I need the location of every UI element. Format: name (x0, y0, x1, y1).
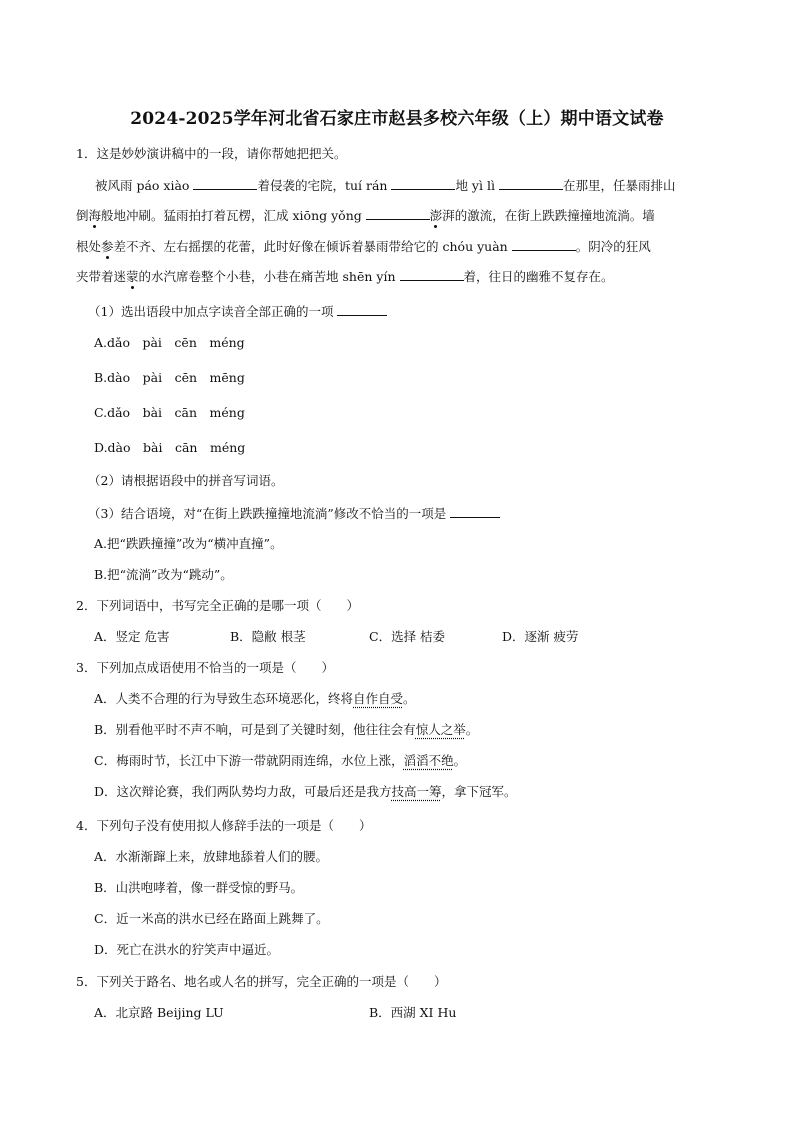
q2-option-a[interactable]: A．竖定 危害 (94, 629, 170, 644)
answer-blank[interactable] (391, 175, 455, 190)
passage-text: 差不齐、左右摇摆的花蕾，此时好像在倾诉着暴雨带给它的 chóu yuàn (113, 239, 508, 254)
q1-sub3-option-a[interactable]: A.把“跌跌撞撞”改为“横冲直撞”。 (94, 536, 283, 551)
q1-sub1 (88, 301, 387, 321)
exam-title: 2024-2025学年河北省石家庄市赵县多校六年级（上）期中语文试卷 (130, 109, 664, 129)
answer-blank[interactable] (450, 503, 500, 518)
option-text: 。 (453, 753, 467, 768)
answer-blank[interactable] (337, 301, 387, 316)
q2-option-c[interactable]: C．选择 桔委 (369, 629, 446, 644)
passage-text: 在那里，任暴雨排山 (562, 178, 676, 193)
q4-stem: 4．下列句子没有使用拟人修辞手法的一项是（ ） (76, 818, 372, 833)
sub3-text: （3）结合语境，对“在街上跌跌撞撞地流淌”修改不恰当的一项是 (88, 506, 447, 521)
q4-option-d[interactable]: D．死亡在洪水的狞笑声中逼近。 (94, 942, 280, 957)
passage-text: 着，往日的幽雅不复存在。 (463, 269, 614, 284)
q2-option-b[interactable]: B．隐敝 根茎 (230, 629, 306, 644)
q1-sub1-option-c[interactable]: C.dǎo bài cān méng (94, 405, 245, 420)
q1-sub2: （2）请根据语段中的拼音写词语。 (88, 473, 284, 488)
q1-passage-line-2 (76, 205, 655, 225)
passage-text: 般地冲刷。猛雨拍打着瓦楞，汇成 xiōng yǒng (101, 208, 362, 223)
q5-stem: 5．下列关于路名、地名或人名的拼写，完全正确的一项是（ ） (76, 974, 447, 989)
q3-option-d[interactable] (94, 783, 517, 801)
passage-text: 湃的激流，在街上跌跌撞撞地流淌。墙 (442, 208, 655, 223)
q3-option-b[interactable] (94, 721, 478, 739)
dotted-idiom: 自作自受 (353, 691, 404, 706)
q4-option-c[interactable]: C．近一米高的洪水已经在路面上跳舞了。 (94, 911, 329, 926)
q1-sub3-option-b[interactable]: B.把“流淌”改为“跳动”。 (94, 567, 233, 582)
q4-option-a[interactable]: A．水渐渐蹿上来，放肆地舔着人们的腰。 (94, 849, 329, 864)
q1-passage-line-3 (76, 236, 651, 256)
passage-text: 被风雨 páo xiào (95, 178, 190, 193)
passage-text: 着侵袭的宅院，tuí rán (257, 178, 388, 193)
dotted-char: 澎 (429, 208, 443, 223)
q5-option-a[interactable]: A．北京路 Beijing LU (94, 1005, 224, 1020)
q3-stem: 3．下列加点成语使用不恰当的一项是（ ） (76, 660, 334, 675)
sub1-text: （1）选出语段中加点字读音全部正确的一项 (88, 304, 334, 319)
dotted-idiom: 技高一筹 (391, 784, 442, 799)
q1-stem: 1．这是妙妙演讲稿中的一段，请你帮她把把关。 (76, 146, 347, 161)
q4-option-b[interactable]: B．山洪咆哮着，像一群受惊的野马。 (94, 880, 304, 895)
q3-option-c[interactable] (94, 752, 466, 770)
option-text: D．这次辩论赛，我们两队势均力敌，可最后还是我方 (94, 784, 392, 799)
passage-text: 根处 (76, 239, 102, 254)
passage-text: 。阴冷的狂风 (575, 239, 651, 254)
option-text: B．别看他平时不声不响，可是到了关键时刻，他往往会有 (94, 722, 416, 737)
q2-stem: 2．下列词语中，书写完全正确的是哪一项（ ） (76, 598, 359, 613)
q2-option-d[interactable]: D．逐渐 疲劳 (502, 629, 579, 644)
q1-sub3 (88, 503, 500, 523)
dotted-idiom: 滔滔不绝 (403, 753, 454, 768)
answer-blank[interactable] (366, 205, 430, 220)
passage-text: 夹带着迷 (76, 269, 127, 284)
answer-blank[interactable] (400, 266, 464, 281)
passage-text: 倒 (76, 208, 89, 223)
dotted-char: 参 (101, 239, 114, 254)
option-text: A．人类不合理的行为导致生态环境恶化，终将 (94, 691, 354, 706)
passage-text: 的水汽席卷整个小巷，小巷在痛苦地 shēn yín (138, 269, 396, 284)
option-text: C．梅雨时节，长江中下游一带就阴雨连绵，水位上涨， (94, 753, 404, 768)
q1-passage-line-1 (95, 175, 675, 195)
option-text: 。 (465, 722, 479, 737)
option-text: ，拿下冠军。 (441, 784, 517, 799)
answer-blank[interactable] (512, 236, 576, 251)
q5-option-b[interactable]: B．西湖 XI Hu (369, 1005, 457, 1020)
q1-sub1-option-b[interactable]: B.dào pài cēn mēng (94, 370, 245, 385)
passage-text: 地 yì lì (455, 178, 495, 193)
q1-sub1-option-d[interactable]: D.dào bài cān méng (94, 440, 246, 455)
option-text: 。 (403, 691, 416, 706)
dotted-idiom: 惊人之举 (415, 722, 466, 737)
answer-blank[interactable] (499, 175, 563, 190)
q1-passage-line-4 (76, 266, 614, 286)
dotted-char: 蒙 (126, 269, 139, 284)
q3-option-a[interactable] (94, 690, 416, 708)
dotted-char: 海 (88, 208, 102, 223)
q1-sub1-option-a[interactable]: A.dǎo pài cēn méng (94, 335, 245, 350)
answer-blank[interactable] (193, 175, 257, 190)
